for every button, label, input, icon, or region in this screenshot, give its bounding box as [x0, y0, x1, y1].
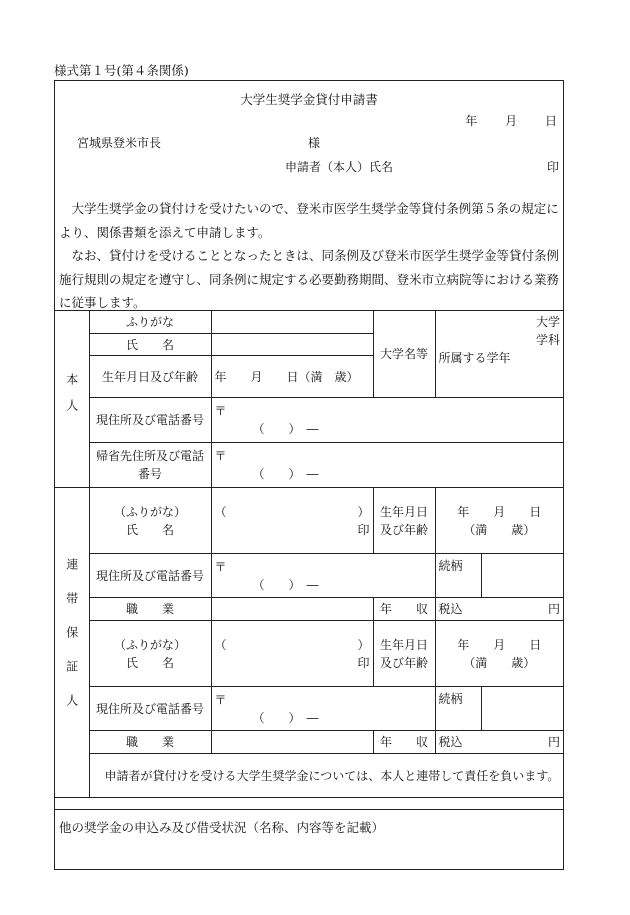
other-scholarship-box[interactable] — [55, 809, 563, 869]
self-address-field[interactable]: 〒 （ ） ― — [211, 398, 563, 443]
guarantor2-relation-field[interactable] — [481, 687, 563, 731]
guarantor1-occupation-label: 職 業 — [89, 598, 211, 621]
guarantor2-relation-label: 続柄 — [435, 687, 481, 731]
declaration-text — [59, 197, 559, 315]
self-birth-field[interactable]: 年 月 日（満 歳） — [211, 356, 373, 398]
form-number: 様式第１号(第４条関係) — [54, 63, 189, 78]
form-title: 大学生奨学金貸付申請書 — [240, 92, 378, 107]
guarantor1-relation-label: 続柄 — [435, 554, 481, 598]
university-field[interactable]: 大学 学科 所属する学年 — [435, 311, 563, 398]
self-home-address-label: 帰省先住所及び電話番号 — [89, 443, 211, 488]
guarantor2-occupation-field[interactable] — [211, 731, 373, 754]
declaration-paragraph-2: なお、貸付けを受けることとなったときは、同条例及び登米市医学生奨学金等貸付条例施行規則の規定を遵守し、同条例に規定する必要勤務期間、登米市立病院等における業務に従事します。 — [59, 248, 560, 310]
guarantor2-seal: 印 — [357, 655, 370, 670]
date-month: 月 — [505, 114, 518, 128]
self-home-address-field[interactable]: 〒 （ ） ― — [211, 443, 563, 488]
date-day: 日 — [544, 114, 557, 128]
honorific: 様 — [308, 136, 321, 150]
applicant-table — [55, 310, 563, 798]
addressee: 宮城県登米市長 — [77, 136, 162, 150]
self-name-label: 氏 名 — [89, 334, 211, 356]
self-name-field[interactable] — [211, 334, 373, 356]
application-form — [54, 80, 564, 870]
university-name-label: 大学名等 — [373, 311, 435, 398]
guarantor1-income-field[interactable]: 税込 円 — [435, 598, 563, 621]
guarantor1-relation-field[interactable] — [481, 554, 563, 598]
guarantor2-name-field[interactable]: （ ） 印 — [211, 621, 373, 687]
self-address-label: 現住所及び電話番号 — [89, 398, 211, 443]
guarantor2-birth-label: 生年月日及び年齢 — [373, 621, 435, 687]
date-year: 年 — [465, 114, 478, 128]
guarantor2-address-field[interactable]: 〒 （ ） ― — [211, 687, 435, 731]
applicant-name-label: 申請者（本人）氏名 — [285, 160, 394, 174]
guarantor2-name-label: （ふりがな） 氏 名 — [89, 621, 211, 687]
guarantor2-income-field[interactable]: 税込 円 — [435, 731, 563, 754]
self-furigana-label: ふりがな — [89, 311, 211, 334]
guarantor1-income-label: 年 収 — [373, 598, 435, 621]
guarantor1-address-field[interactable]: 〒 （ ） ― — [211, 554, 435, 598]
self-section-label: 本人 — [55, 311, 89, 488]
guarantor2-address-label: 現住所及び電話番号 — [89, 687, 211, 731]
self-birth-label: 生年月日及び年齢 — [89, 356, 211, 398]
guarantor1-name-field[interactable]: （ ） 印 — [211, 488, 373, 554]
other-scholarship-label: 他の奨学金の申込み及び借受状況（名称、内容等を記載） — [59, 820, 385, 835]
application-date — [441, 112, 557, 129]
guarantor2-birth-field[interactable]: 年 月 日 （満 歳） — [435, 621, 563, 687]
self-furigana-field[interactable] — [211, 311, 373, 334]
guarantor1-occupation-field[interactable] — [211, 598, 373, 621]
applicant-seal: 印 — [546, 160, 559, 174]
declaration-paragraph-1: 大学生奨学金の貸付けを受けたいので、登米市医学生奨学金等貸付条例第５条の規定により、関係書類を添えて申請します。 — [59, 201, 559, 240]
guarantor1-name-label: （ふりがな） 氏 名 — [89, 488, 211, 554]
guarantor1-address-label: 現住所及び電話番号 — [89, 554, 211, 598]
guarantor1-birth-field[interactable]: 年 月 日 （満 歳） — [435, 488, 563, 554]
guarantor-section-label: 連帯保証人 — [55, 488, 89, 798]
guarantor2-income-label: 年 収 — [373, 731, 435, 754]
guarantor1-birth-label: 生年月日及び年齢 — [373, 488, 435, 554]
guarantor-statement: 申請者が貸付けを受ける大学生奨学金については、本人と連帯して責任を負います。 — [89, 754, 563, 798]
guarantor2-occupation-label: 職 業 — [89, 731, 211, 754]
guarantor1-seal: 印 — [357, 522, 370, 537]
